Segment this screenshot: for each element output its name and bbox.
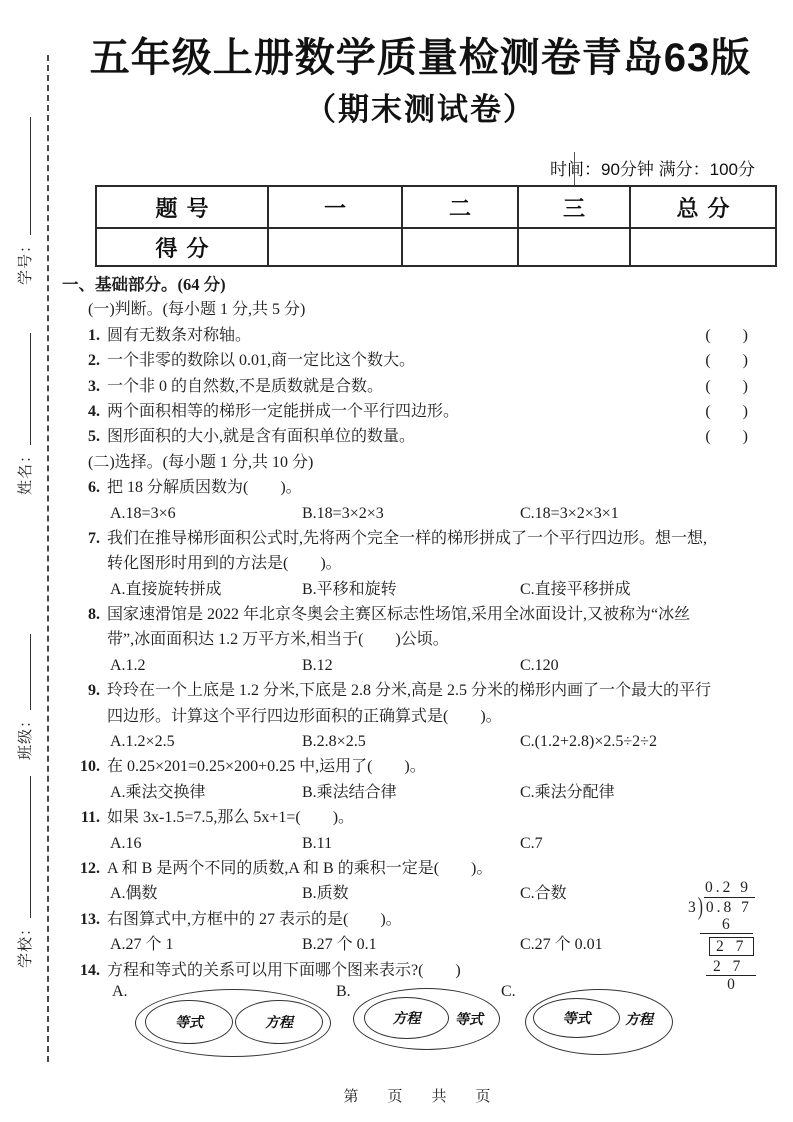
question-line [48,348,793,373]
option-row [48,780,793,805]
question-text: 如果 3x-1.5=7.5,那么 5x+1=( )。 [107,809,355,827]
division-main-row [688,893,768,922]
option-c: C.合数 [520,885,567,903]
question-text: 玲玲在一个上底是 1.2 分米,下底是 2.8 分米,高是 2.5 分米的梯形内画了一个最大的平行 [107,682,712,700]
class-blank-line [29,634,31,710]
answer-blank: ( ) [705,326,748,344]
school-blank-line [29,776,31,918]
option-a: A.16 [110,834,142,852]
student-id-label: 学号： [18,236,34,285]
division-remainder: 0 [727,976,735,993]
score-cell-total [630,228,776,266]
sidebar-field-student-id [14,117,35,285]
venn-c-tag: C. [501,983,516,1000]
score-header-part1: 一 [268,186,402,228]
question-text: 我们在推导梯形面积公式时,先将两个完全一样的梯形拼成了一个平行四边形。想一想, [107,529,708,547]
question-text: 两个面积相等的梯形一定能拼成一个平行四边形。 [107,402,460,420]
option-a: A.1.2×2.5 [110,733,175,751]
question-number: 6. [88,479,100,497]
scan-artifact-line [574,152,575,186]
option-b: B.11 [302,834,333,852]
venn-a-left-label: 等式 [175,1016,203,1031]
answer-blank: ( ) [705,402,748,420]
division-step1: 6 [700,916,753,934]
question-number: 8. [88,606,100,624]
venn-c-inner-label: 等式 [562,1012,591,1027]
sidebar-field-class [14,634,35,760]
page-subtitle: （期末测试卷） [305,92,536,127]
option-row [48,501,793,526]
venn-c-outer-label: 方程 [625,1013,653,1028]
question-number: 1. [88,326,100,344]
question-text: 一个非零的数除以 0.01,商一定比这个数大。 [107,352,416,370]
question-text: 把 18 分解质因数为( )。 [107,479,302,497]
score-header-part3: 三 [518,186,630,228]
question-number: 14. [80,961,100,979]
option-b: B.2.8×2.5 [302,733,366,751]
question-line [48,323,793,348]
venn-a-right-label: 方程 [265,1016,293,1031]
question-text: (二)选择。(每小题 1 分,共 10 分) [88,453,314,471]
score-header-part2: 二 [402,186,518,228]
question-text: 一个非 0 的自然数,不是质数就是合数。 [107,377,384,395]
question-number: 11. [80,809,100,827]
question-text: A 和 B 是两个不同的质数,A 和 B 的乘积一定是( )。 [107,859,493,877]
option-a: A.27 个 1 [110,936,174,954]
venn-a-left-ellipse [145,1000,233,1044]
question-line [48,526,793,551]
question-number: 10. [80,758,100,776]
option-a: A.乘法交换律 [110,783,206,801]
score-table-score-row [96,228,776,266]
option-b: B.18=3×2×3 [302,504,384,522]
question-continuation [48,704,793,729]
section-heading [48,272,793,297]
venn-c-inner-ellipse [533,998,620,1038]
venn-b-outer-label: 等式 [455,1013,483,1028]
venn-a-tag: A. [112,983,128,1000]
question-line [48,678,793,703]
name-blank-line [29,333,31,445]
division-quotient: 0.2 9 [705,879,751,896]
class-label: 班级： [18,711,34,760]
option-a: A.18=3×6 [110,504,176,522]
venn-b-inner-label: 方程 [392,1012,421,1027]
option-a: A.偶数 [110,885,158,903]
option-c: C.直接平移拼成 [520,580,631,598]
time-score-meta: 时间：90分钟 满分：100分 [550,160,755,179]
section-heading [48,450,793,475]
score-table-header-row [96,186,776,228]
question-text: 图形面积的大小,就是含有面积单位的数量。 [107,428,416,446]
question-text: 国家速滑馆是 2022 年北京冬奥会主赛区标志性场馆,采用全冰面设计,又被称为“冰丝 [107,606,691,624]
option-b: B.质数 [302,885,349,903]
score-header-question-no: 题号 [96,186,268,228]
question-continuation [48,627,793,652]
option-c: C.乘法分配律 [520,783,615,801]
venn-a-right-ellipse [235,1000,323,1044]
score-row-label: 得分 [96,228,268,266]
question-number: 4. [88,402,100,420]
question-number: 7. [88,529,100,547]
question-number: 5. [88,428,100,446]
option-c: C.7 [520,834,543,852]
option-row [48,831,793,856]
long-division-figure [688,878,768,993]
question-text: 转化图形时用到的方法是( )。 [107,555,342,573]
question-line [48,958,793,983]
score-table [95,185,777,267]
option-c: C.(1.2+2.8)×2.5÷2÷2 [520,733,657,751]
section-heading [48,297,793,322]
answer-blank: ( ) [705,377,748,395]
question-line [48,602,793,627]
option-c: C.120 [520,656,559,674]
score-cell-part3 [518,228,630,266]
name-label: 姓名： [18,446,34,495]
score-header-total: 总分 [630,186,776,228]
option-c: C.27 个 0.01 [520,936,603,954]
option-row [48,932,793,957]
question-number: 13. [80,910,100,928]
question-line [48,856,793,881]
question-text: 右图算式中,方框中的 27 表示的是( )。 [107,910,402,928]
division-dividend: 0.8 7 [704,897,755,917]
question-line [48,805,793,830]
question-text: 方程和等式的关系可以用下面哪个图来表示?( ) [107,961,461,979]
option-b: B.12 [302,656,333,674]
question-text: 四边形。计算这个平行四边形面积的正确算式是( )。 [107,707,502,725]
option-b: B.平移和旋转 [302,580,397,598]
division-bracket: ) [697,893,703,922]
score-cell-part2 [402,228,518,266]
answer-blank: ( ) [705,428,748,446]
answer-blank: ( ) [705,352,748,370]
option-a: A.1.2 [110,656,146,674]
question-number: 9. [88,682,100,700]
school-label: 学校： [18,919,34,968]
option-b: B.乘法结合律 [302,783,397,801]
question-number: 3. [88,377,100,395]
option-a: A.直接旋转拼成 [110,580,222,598]
venn-b-tag: B. [336,983,351,1000]
option-row [48,729,793,754]
division-step2: 2 7 [706,958,756,976]
footer-page-label: 第 页 共 页 [343,1089,498,1105]
question-text: 带”,冰面面积达 1.2 万平方米,相当于( )公顷。 [107,631,449,649]
question-text: (一)判断。(每小题 1 分,共 5 分) [88,301,306,319]
question-line [48,374,793,399]
question-text: 一、基础部分。(64 分) [62,275,226,294]
sidebar-field-name [14,333,35,495]
question-number: 2. [88,352,100,370]
division-boxed-27: 2 7 [709,937,754,956]
question-line [48,754,793,779]
division-divisor: 3 [688,899,696,916]
page-title: 五年级上册数学质量检测卷青岛63版 [89,36,752,80]
option-row [48,577,793,602]
question-line [48,475,793,500]
question-continuation [48,551,793,576]
sidebar-field-school [14,776,35,968]
question-area [48,272,793,983]
venn-b-inner-ellipse [364,997,449,1039]
question-line [48,907,793,932]
option-row [48,653,793,678]
option-b: B.27 个 0.1 [302,936,377,954]
question-line [48,424,793,449]
option-row [48,881,793,906]
question-line [48,399,793,424]
question-text: 圆有无数条对称轴。 [107,326,252,344]
student-id-blank-line [29,117,31,235]
question-number: 12. [80,859,100,877]
option-c: C.18=3×2×3×1 [520,504,619,522]
score-cell-part1 [268,228,402,266]
question-text: 在 0.25×201=0.25×200+0.25 中,运用了( )。 [107,758,426,776]
